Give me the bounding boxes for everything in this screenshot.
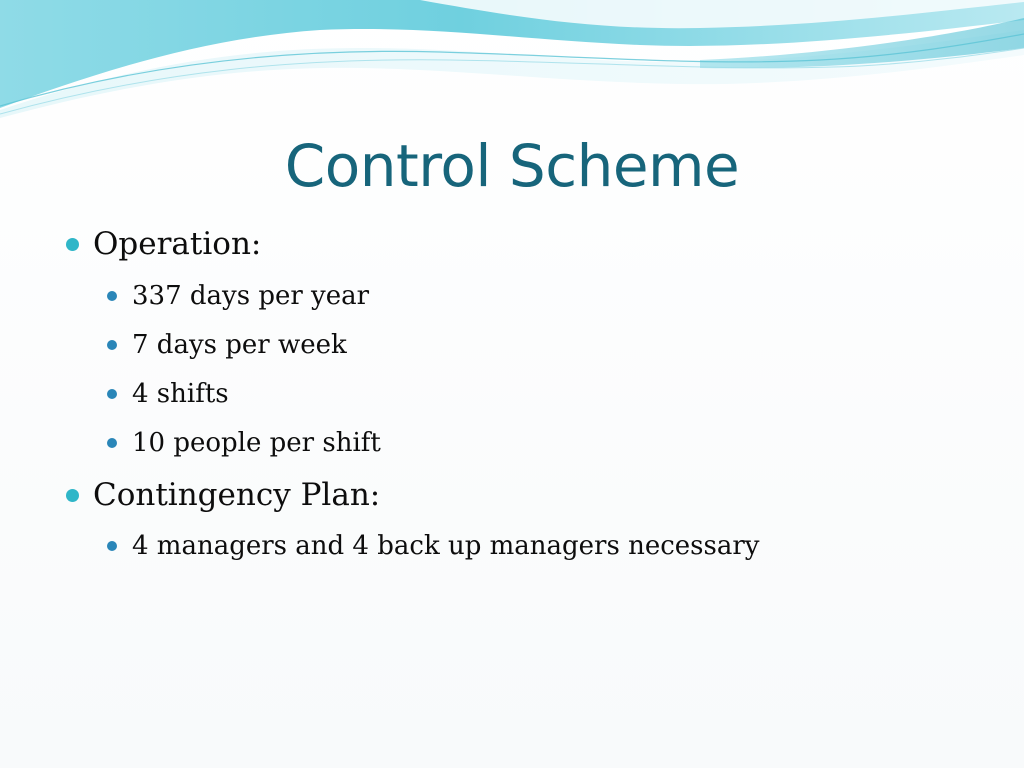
bullet-dot-icon (66, 489, 79, 502)
bullet-label: Contingency Plan: (93, 477, 381, 513)
sub-bullet-item (107, 376, 229, 412)
bullet-dot-icon (107, 541, 117, 551)
sub-bullet-label: 10 people per shift (132, 428, 381, 458)
sub-bullet-label: 7 days per week (132, 330, 347, 360)
slide-title: Control Scheme (284, 132, 740, 200)
sub-bullet-item (107, 278, 369, 314)
bullet-item-contingency-plan (66, 475, 380, 515)
bullet-dot-icon (107, 340, 117, 350)
bullet-item-operation (66, 224, 261, 264)
sub-bullet-item (107, 528, 759, 564)
sub-bullet-label: 337 days per year (132, 281, 370, 311)
sub-bullet-item (107, 327, 347, 363)
bullet-label: Operation: (93, 226, 262, 262)
sub-bullet-item (107, 425, 381, 461)
bullet-dot-icon (66, 238, 79, 251)
sub-bullet-label: 4 shifts (132, 379, 229, 409)
bullet-dot-icon (107, 291, 117, 301)
bullet-dot-icon (107, 389, 117, 399)
sub-bullet-label: 4 managers and 4 back up managers necessary (132, 531, 760, 561)
bullet-dot-icon (107, 438, 117, 448)
